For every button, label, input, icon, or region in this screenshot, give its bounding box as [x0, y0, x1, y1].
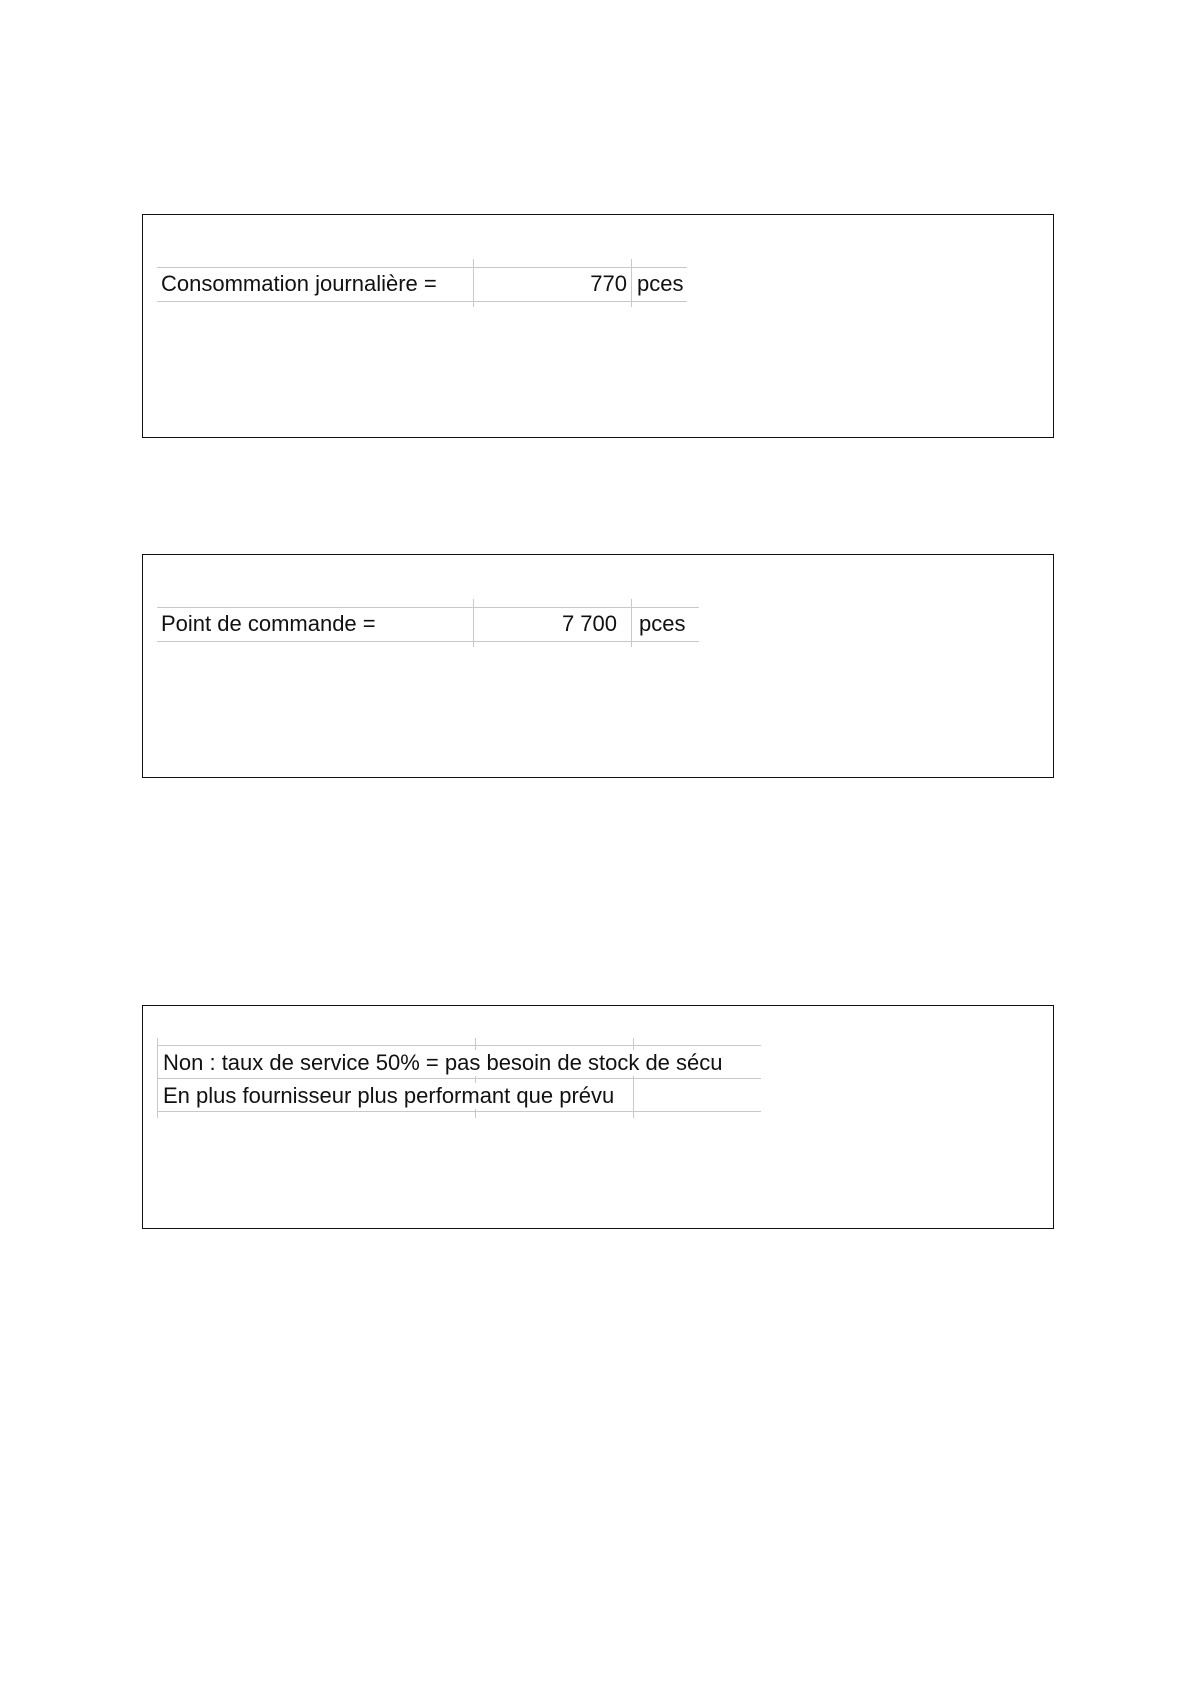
safety-stock-line-2: En plus fournisseur plus performant que prévu: [163, 1083, 615, 1108]
answer-box-safety-stock: [142, 1005, 1054, 1229]
safety-stock-line-1: Non : taux de service 50% = pas besoin de stock de sécu: [163, 1050, 723, 1075]
daily-consumption-value: 770: [590, 271, 627, 296]
reorder-point-value: 7 700: [561, 611, 617, 636]
answer-box-daily-consumption: [142, 214, 1054, 438]
answer-box-reorder-point: [142, 554, 1054, 778]
reorder-point-unit: pces: [639, 611, 686, 636]
daily-consumption-unit: pces: [637, 271, 684, 296]
reorder-point-label: Point de commande =: [161, 611, 376, 636]
daily-consumption-label: Consommation journalière =: [161, 271, 437, 296]
